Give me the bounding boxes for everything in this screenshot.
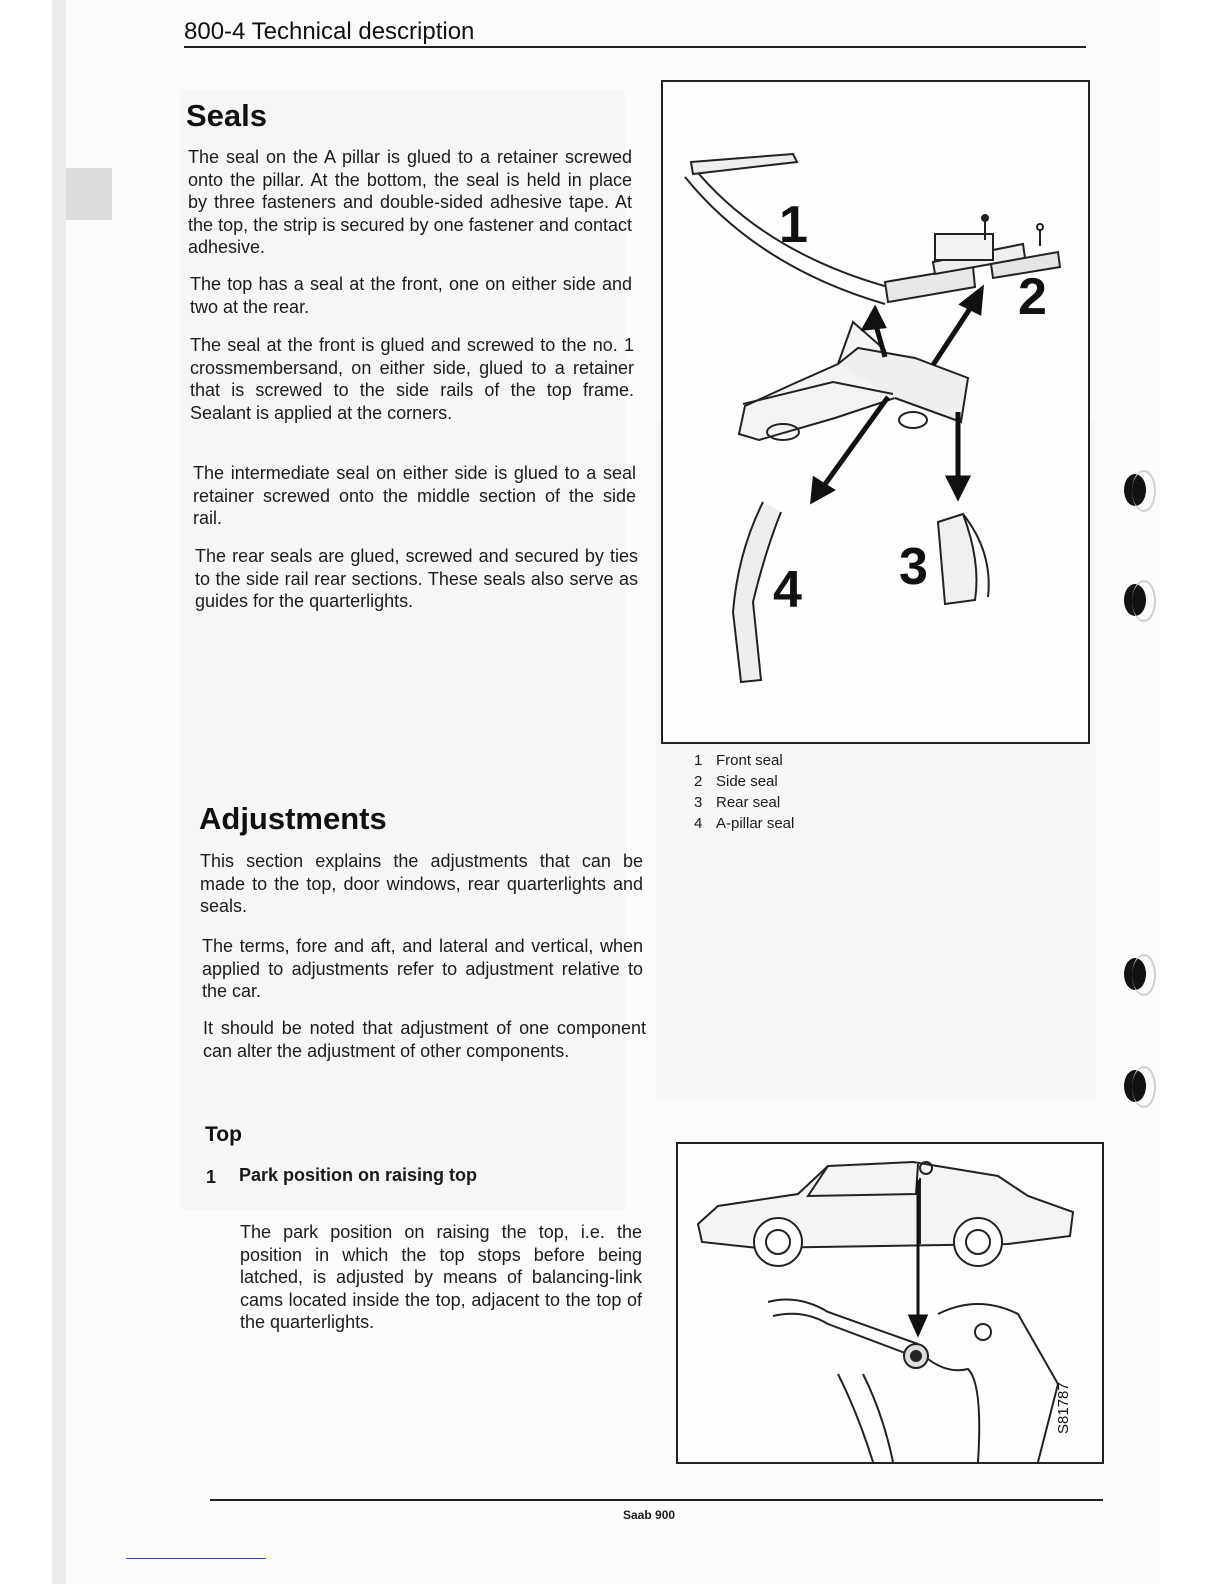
legend-number: 3 xyxy=(694,794,703,811)
legend-label: Side seal xyxy=(716,773,778,790)
seals-figure xyxy=(661,80,1090,744)
adjustments-paragraph-3: It should be noted that adjustment of one component can alter the adjustment of other components. xyxy=(203,1018,646,1061)
park-position-figure xyxy=(676,1142,1104,1464)
seals-paragraph-3: The seal at the front is glued and screwed to the no. 1 crossmembersand, on either side, glued to a retainer that is screwed to the side rails of the top frame. Sealant is applied at the corners. xyxy=(190,335,634,423)
step-number: 1 xyxy=(206,1167,217,1187)
punch-hole xyxy=(1124,958,1146,990)
park-position-diagram xyxy=(678,1144,1102,1462)
tab-marker xyxy=(66,168,112,220)
callout-1: 1 xyxy=(779,196,808,254)
bottom-underline xyxy=(126,1558,266,1559)
punch-hole xyxy=(1124,474,1146,506)
adjustments-heading: Adjustments xyxy=(199,801,387,836)
step-title: Park position on raising top xyxy=(239,1165,478,1185)
top-subheading: Top xyxy=(205,1123,242,1146)
figure-legend xyxy=(694,750,794,834)
legend-label: A-pillar seal xyxy=(716,815,795,832)
step-text: The park position on raising the top, i.e. the position in which the top stops before being latched, is adjusted by means of balancing-link cams located inside the top, adjacent to the top of the quarterlights. xyxy=(240,1222,642,1332)
legend-item xyxy=(694,771,794,792)
header-rule xyxy=(184,46,1086,48)
callout-3: 3 xyxy=(899,538,928,596)
page-header-title: 800-4 Technical description xyxy=(184,18,475,45)
legend-label: Rear seal xyxy=(716,794,781,811)
footer-text: Saab 900 xyxy=(623,1508,676,1522)
legend-number: 2 xyxy=(694,773,703,790)
seals-heading: Seals xyxy=(186,98,268,133)
adjustments-paragraph-1: This section explains the adjustments that can be made to the top, door windows, rear quarterlights and seals. xyxy=(200,851,643,916)
legend-item xyxy=(694,750,794,771)
punch-hole xyxy=(1124,1070,1146,1102)
legend-number: 4 xyxy=(694,815,703,832)
callout-2: 2 xyxy=(1018,268,1047,326)
footer-rule xyxy=(210,1499,1103,1501)
seals-paragraph-5: The rear seals are glued, screwed and secured by ties to the side rail rear sections. These seals also serve as guides for the quarterlights. xyxy=(195,546,638,611)
callout-4: 4 xyxy=(773,561,802,619)
punch-hole xyxy=(1124,584,1146,616)
legend-label: Front seal xyxy=(716,752,783,769)
legend-item xyxy=(694,813,794,834)
legend-number: 1 xyxy=(694,752,703,769)
binding-edge xyxy=(52,0,66,1584)
legend-item xyxy=(694,792,794,813)
seals-diagram xyxy=(663,82,1088,742)
figure-code: S81787 xyxy=(1055,1382,1072,1434)
seals-paragraph-4: The intermediate seal on either side is glued to a seal retainer screwed onto the middle section of the side rail. xyxy=(193,463,636,528)
seals-paragraph-1: The seal on the A pillar is glued to a retainer screwed onto the pillar. At the bottom, the seal is held in place by three fasteners and double-sided adhesive tape. At the top, the strip is secured by one fastener and contact adhesive. xyxy=(188,147,632,257)
adjustments-paragraph-2: The terms, fore and aft, and lateral and vertical, when applied to adjustments refer to adjustment relative to the car. xyxy=(202,936,643,1001)
seals-paragraph-2: The top has a seal at the front, one on either side and two at the rear. xyxy=(190,274,632,317)
